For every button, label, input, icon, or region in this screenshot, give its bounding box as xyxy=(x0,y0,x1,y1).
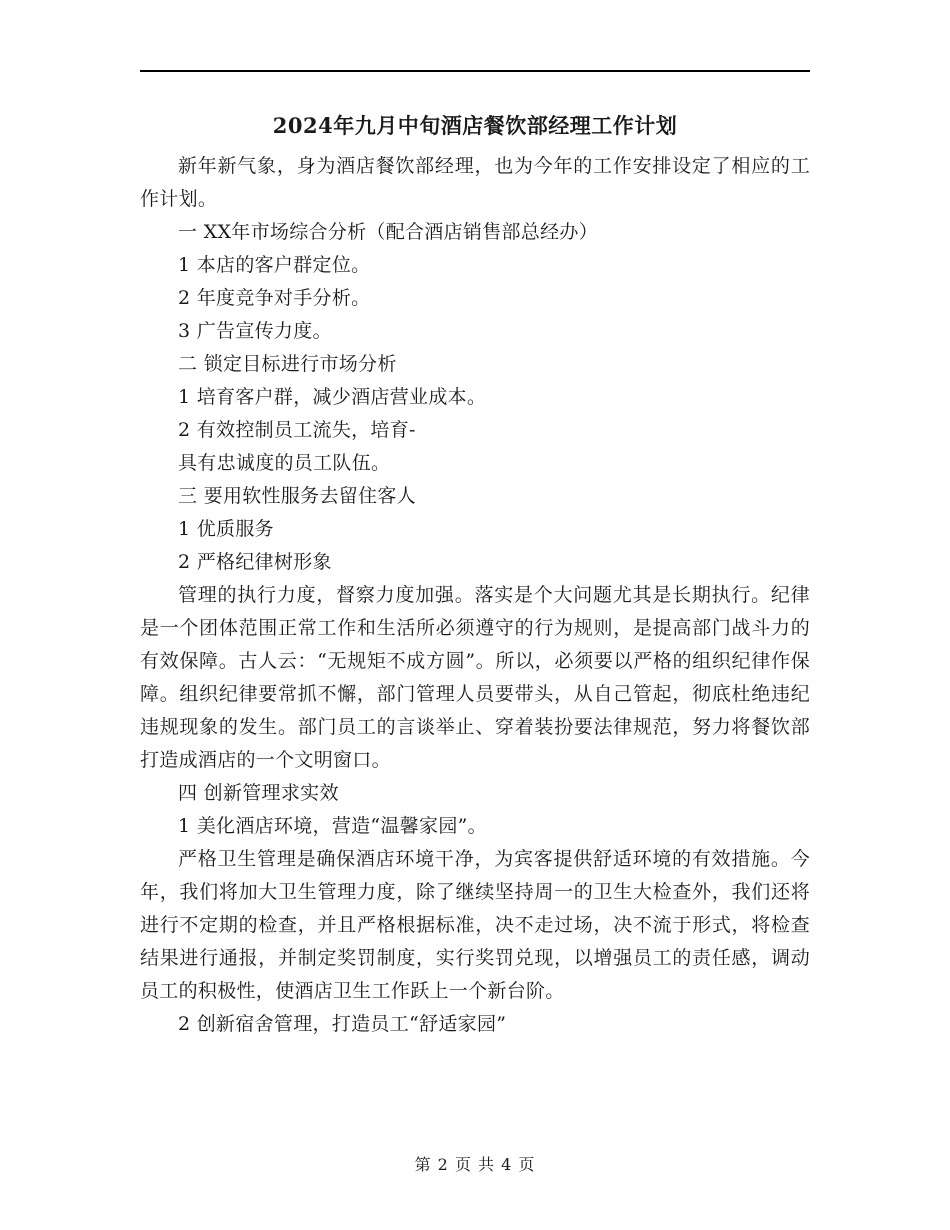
list-item: 3 广告宣传力度。 xyxy=(178,320,332,342)
list-item: 2 年度竞争对手分析。 xyxy=(178,287,371,309)
list-item: 2 有效控制员工流失，培育- xyxy=(178,419,416,441)
document-title: 2024年九月中旬酒店餐饮部经理工作计划 xyxy=(272,113,678,138)
section-heading-1: 一 XX年市场综合分析（配合酒店销售部总经办） xyxy=(178,221,598,243)
list-item: 1 美化酒店环境，营造“温馨家园”。 xyxy=(178,815,487,837)
document-body xyxy=(140,150,810,1041)
section-heading-3: 三 要用软性服务去留住客人 xyxy=(178,485,416,507)
paragraph-intro: 新年新气象，身为酒店餐饮部经理，也为今年的工作安排设定了相应的工作计划。 xyxy=(140,155,810,210)
paragraph-discipline: 管理的执行力度，督察力度加强。落实是个大问题尤其是长期执行。纪律是一个团体范围正常工作和生活所必须遵守的行为规则，是提高部门战斗力的有效保障。古人云：“无规矩不成方圆”。所以，必须要以严格的组织纪律作保障。组织纪律要常抓不懈，部门管理人员要带头，从自己管起，彻底杜绝违纪违规现象的发生。部门员工的言谈举止、穿着装扮要法律规范，努力将餐饮部打造成酒店的一个文明窗口。 xyxy=(140,584,810,771)
list-item: 2 创新宿舍管理，打造员工“舒适家园” xyxy=(178,1013,507,1035)
header-rule xyxy=(140,70,810,72)
list-item-continuation: 具有忠诚度的员工队伍。 xyxy=(178,452,391,474)
list-item: 2 严格纪律树形象 xyxy=(178,551,332,573)
paragraph-hygiene: 严格卫生管理是确保酒店环境干净，为宾客提供舒适环境的有效措施。今年，我们将加大卫生管理力度，除了继续坚持周一的卫生大检查外，我们还将进行不定期的检查，并且严格根据标准，决不走过场，决不流于形式，将检查结果进行通报，并制定奖罚制度，实行奖罚兑现，以增强员工的责任感，调动员工的积极性，使酒店卫生工作跃上一个新台阶。 xyxy=(140,848,810,1002)
page-number: 第 2 页 共 4 页 xyxy=(414,1155,536,1174)
section-heading-2: 二 锁定目标进行市场分析 xyxy=(178,353,397,375)
list-item: 1 本店的客户群定位。 xyxy=(178,254,371,276)
list-item: 1 优质服务 xyxy=(178,518,274,540)
section-heading-4: 四 创新管理求实效 xyxy=(178,782,339,804)
list-item: 1 培育客户群，减少酒店营业成本。 xyxy=(178,386,487,408)
